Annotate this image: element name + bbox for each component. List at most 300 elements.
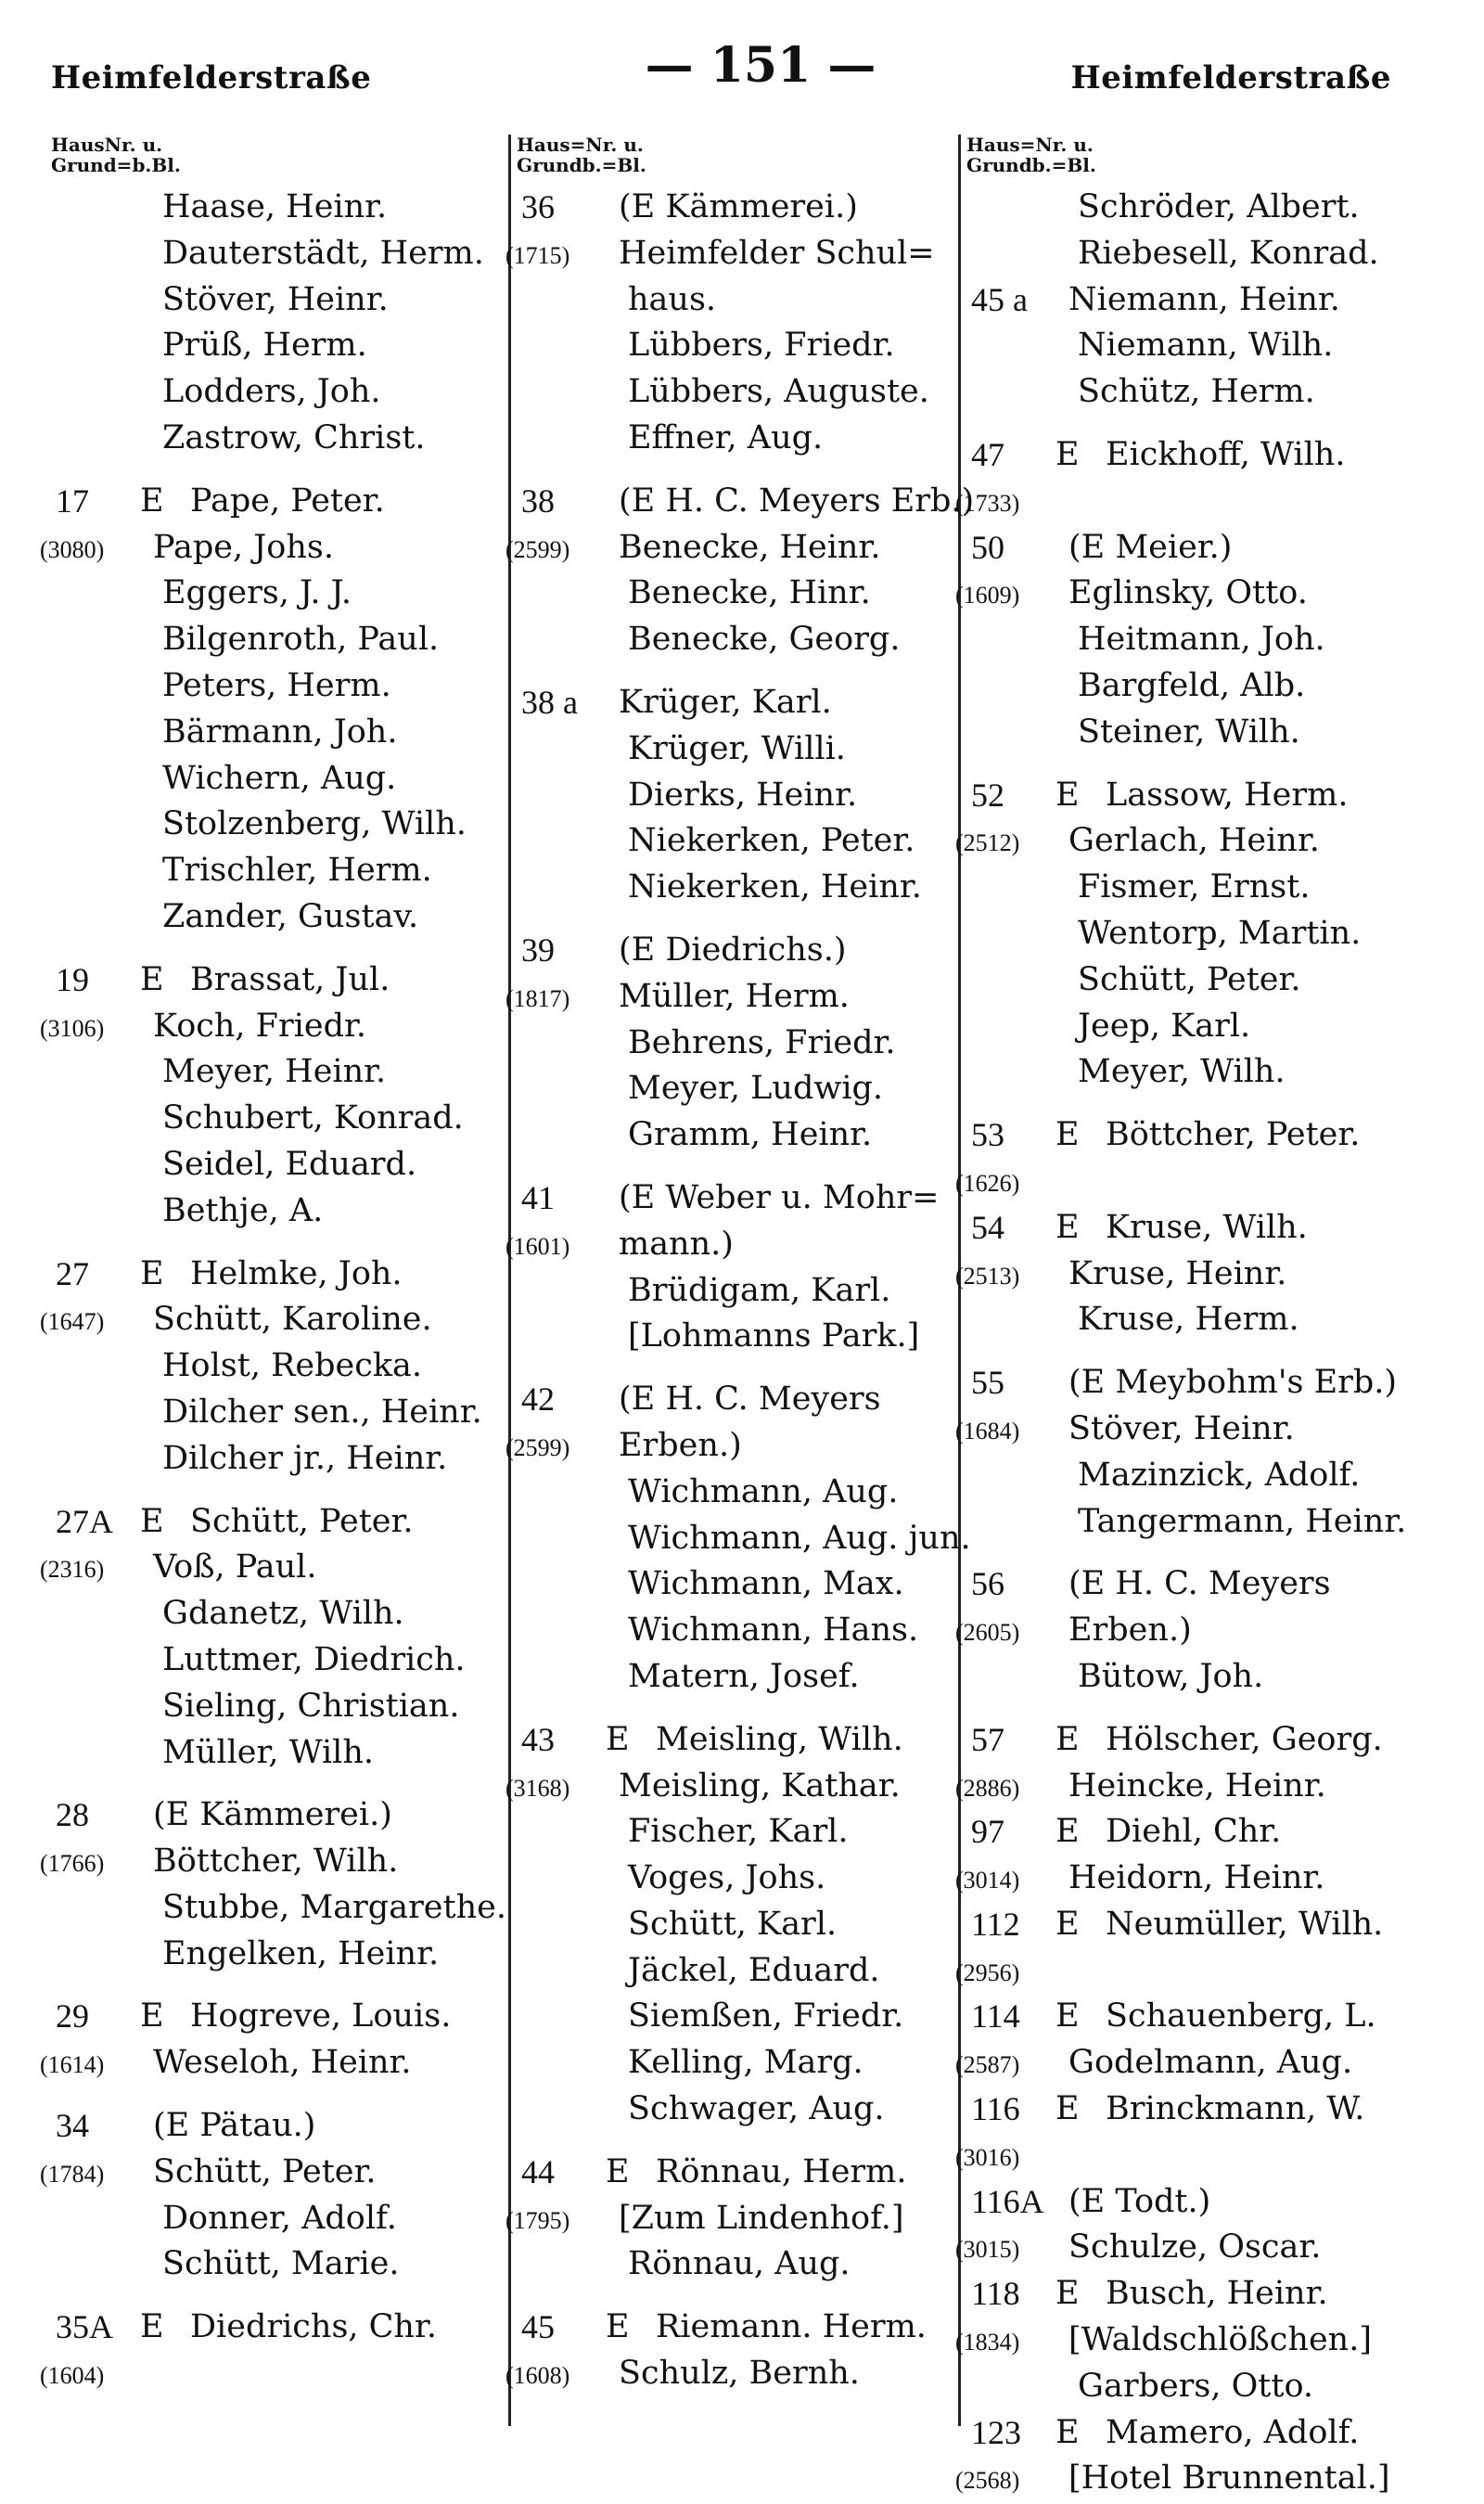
directory-line xyxy=(966,957,1451,1004)
resident-name: Lübbers, Friedr. xyxy=(628,327,895,365)
land-register-number: (3168) xyxy=(505,1774,570,1802)
directory-line xyxy=(966,2410,1451,2457)
directory-line xyxy=(517,1809,971,1856)
directory-line xyxy=(51,416,496,462)
resident-name: (E Kämmerei.) xyxy=(153,1796,392,1834)
resident-name: Schulze, Oscar. xyxy=(1068,2228,1322,2266)
land-register-number: (2568) xyxy=(955,2467,1020,2495)
resident-name: Kruse, Herm. xyxy=(1078,1301,1299,1339)
directory-line xyxy=(517,617,971,663)
directory-line xyxy=(517,680,971,726)
directory-line xyxy=(517,1314,971,1360)
directory-line xyxy=(517,1268,971,1315)
directory-line xyxy=(517,2040,971,2087)
land-register-number: (1834) xyxy=(955,2329,1020,2356)
resident-name: Meyer, Heinr. xyxy=(162,1053,387,1091)
resident-name: (E Weber u. Mohr= xyxy=(619,1178,940,1216)
resident-name: Schütt, Peter. xyxy=(1078,960,1301,998)
column-header-line: Grund=b.Bl. xyxy=(51,154,181,176)
resident-name: Seidel, Eduard. xyxy=(162,1145,417,1183)
directory-line xyxy=(517,1066,971,1112)
house-number: 55 xyxy=(971,1364,1004,1402)
directory-line xyxy=(955,1856,1451,1902)
owner-marker: E xyxy=(606,2152,630,2190)
owner-marker: E xyxy=(140,482,164,520)
owner-marker: E xyxy=(1055,1208,1080,1246)
resident-name: Krüger, Willi. xyxy=(628,729,846,767)
resident-name: Böttcher, Wilh. xyxy=(153,1843,399,1881)
directory-line xyxy=(40,2150,496,2196)
directory-line xyxy=(517,1948,971,1995)
directory-line xyxy=(955,2133,1451,2179)
resident-name: Bargfeld, Alb. xyxy=(1078,666,1306,704)
directory-line xyxy=(51,617,496,663)
owner-marker: E xyxy=(1055,776,1080,814)
resident-name: Jeep, Karl. xyxy=(1078,1007,1251,1045)
house-number: 27A xyxy=(56,1502,113,1540)
directory-line xyxy=(51,894,496,941)
owner-marker: E xyxy=(1055,435,1080,473)
resident-name: Wichmann, Hans. xyxy=(628,1612,919,1650)
resident-name: (E Diedrichs.) xyxy=(619,931,847,969)
resident-name: Müller, Herm. xyxy=(619,977,850,1015)
resident-name: Brinckmann, W. xyxy=(1106,2090,1365,2128)
resident-name: Niemann, Wilh. xyxy=(1078,327,1334,365)
directory-line xyxy=(966,1297,1451,1343)
house-number: 47 xyxy=(971,435,1004,473)
resident-name: (E Meybohm's Erb.) xyxy=(1068,1364,1398,1402)
resident-name: Brüdigam, Karl. xyxy=(628,1271,891,1309)
resident-name: Peters, Herm. xyxy=(162,666,391,704)
directory-line xyxy=(966,432,1451,479)
resident-name: Niekerken, Peter. xyxy=(628,822,915,860)
house-number: 17 xyxy=(56,482,89,520)
resident-name: Pape, Peter. xyxy=(190,482,385,520)
entry-list xyxy=(40,185,506,2397)
running-head-left: Heimfelderstraße xyxy=(51,59,372,96)
resident-name: Niekerken, Heinr. xyxy=(628,868,922,906)
directory-line xyxy=(517,1902,971,1948)
resident-name: Helmke, Joh. xyxy=(190,1254,403,1292)
owner-marker: E xyxy=(606,2308,630,2346)
resident-name: Schulz, Bernh. xyxy=(619,2355,860,2393)
resident-name: Schauenberg, L. xyxy=(1106,1997,1376,2035)
directory-line xyxy=(40,2351,496,2397)
column-1 xyxy=(40,134,506,2426)
directory-line xyxy=(517,571,971,617)
directory-line xyxy=(51,1792,496,1839)
directory-line xyxy=(51,710,496,756)
resident-name: Weseloh, Heinr. xyxy=(153,2044,412,2082)
directory-line xyxy=(51,1730,496,1777)
resident-name: Benecke, Georg. xyxy=(628,621,901,659)
column-header-line: Haus=Nr. u. xyxy=(517,134,644,156)
land-register-number: (3016) xyxy=(955,2143,1020,2171)
resident-name: Schütt, Karl. xyxy=(628,1905,838,1943)
column-3 xyxy=(955,134,1451,2498)
resident-name: Lodders, Joh. xyxy=(162,373,381,411)
land-register-number: (1766) xyxy=(40,1850,105,1878)
directory-line xyxy=(517,1856,971,1902)
resident-name: Matern, Josef. xyxy=(628,1657,860,1695)
directory-line xyxy=(517,1994,971,2040)
resident-name: Gdanetz, Wilh. xyxy=(162,1595,404,1633)
directory-line xyxy=(51,1096,496,1142)
resident-name: Dauterstädt, Herm. xyxy=(162,234,484,272)
resident-name: Garbers, Otto. xyxy=(1078,2367,1314,2405)
resident-name: Stubbe, Margarethe. xyxy=(162,1888,506,1926)
resident-name: Bütow, Joh. xyxy=(1078,1657,1264,1695)
directory-line xyxy=(966,1112,1451,1159)
directory-line xyxy=(966,773,1451,819)
directory-line xyxy=(966,231,1451,277)
directory-line xyxy=(505,1764,971,1810)
resident-name: (E Meier.) xyxy=(1068,528,1233,566)
directory-line xyxy=(51,1591,496,1637)
directory-line xyxy=(966,277,1451,324)
directory-line xyxy=(517,928,971,974)
resident-name: Trischler, Herm. xyxy=(162,852,432,890)
directory-line xyxy=(51,1343,496,1390)
land-register-number: (1608) xyxy=(505,2362,570,2390)
resident-name: Benecke, Heinr. xyxy=(619,528,881,566)
resident-name: Lübbers, Auguste. xyxy=(628,373,929,411)
house-number: 45 xyxy=(521,2308,555,2346)
resident-name: Meisling, Wilh. xyxy=(656,1720,903,1758)
resident-name: Riebesell, Konrad. xyxy=(1078,234,1379,272)
resident-name: Tangermann, Heinr. xyxy=(1078,1502,1407,1540)
directory-line xyxy=(517,1377,971,1423)
resident-name: (E H. C. Meyers xyxy=(1068,1565,1331,1603)
directory-line xyxy=(955,2040,1451,2087)
directory-line xyxy=(955,1406,1451,1453)
house-number: 36 xyxy=(521,188,555,225)
directory-line xyxy=(51,756,496,803)
resident-name: Voß, Paul. xyxy=(153,1548,317,1586)
directory-line xyxy=(517,1021,971,1067)
land-register-number: (3015) xyxy=(955,2236,1020,2264)
resident-name: Rönnau, Aug. xyxy=(628,2245,851,2283)
owner-marker: E xyxy=(1055,2090,1080,2128)
directory-line xyxy=(966,710,1451,756)
directory-line xyxy=(517,369,971,416)
house-number: 123 xyxy=(971,2413,1021,2451)
directory-line xyxy=(955,1159,1451,1205)
resident-name: [Zum Lindenhof.] xyxy=(619,2199,904,2237)
directory-line xyxy=(955,571,1451,617)
owner-marker: E xyxy=(140,1997,164,2035)
owner-marker: E xyxy=(1055,1905,1080,1943)
column-header xyxy=(51,135,496,185)
directory-line xyxy=(51,1252,496,1298)
directory-line xyxy=(966,2087,1451,2133)
land-register-number: (1784) xyxy=(40,2160,105,2188)
resident-name: Prüß, Herm. xyxy=(162,327,367,365)
resident-name: Diehl, Chr. xyxy=(1106,1813,1282,1851)
directory-line xyxy=(51,1049,496,1096)
directory-line xyxy=(505,1423,971,1470)
resident-name: Holst, Rebecka. xyxy=(162,1347,423,1385)
resident-name: (E H. C. Meyers xyxy=(619,1380,881,1419)
house-number: 34 xyxy=(56,2107,89,2145)
house-number: 53 xyxy=(971,1116,1004,1154)
page-number: — 151 — xyxy=(645,37,876,94)
directory-line xyxy=(966,1004,1451,1050)
directory-line xyxy=(517,1654,971,1701)
resident-name: Rönnau, Herm. xyxy=(656,2152,907,2190)
resident-name: Diedrichs, Chr. xyxy=(190,2308,437,2346)
directory-line xyxy=(505,1222,971,1268)
resident-name: Busch, Heinr. xyxy=(1106,2275,1328,2313)
directory-line xyxy=(966,1205,1451,1252)
directory-line xyxy=(51,185,496,231)
house-number: 112 xyxy=(971,1905,1020,1943)
land-register-number: (1626) xyxy=(955,1169,1020,1197)
resident-name: Hölscher, Georg. xyxy=(1106,1720,1383,1758)
directory-line xyxy=(966,2179,1451,2226)
owner-marker: E xyxy=(1055,2413,1080,2451)
resident-name: Zastrow, Christ. xyxy=(162,418,426,456)
land-register-number: (3080) xyxy=(40,535,105,563)
resident-name: Bärmann, Joh. xyxy=(162,713,398,751)
resident-name: Mazinzick, Adolf. xyxy=(1078,1456,1361,1494)
land-register-number: (2956) xyxy=(955,1958,1020,1986)
land-register-number: (2886) xyxy=(955,1774,1020,1802)
resident-name: Kruse, Heinr. xyxy=(1068,1254,1287,1292)
resident-name: Stöver, Heinr. xyxy=(1068,1409,1295,1447)
owner-marker: E xyxy=(140,1254,164,1292)
resident-name: Zander, Gustav. xyxy=(162,897,419,935)
directory-line xyxy=(51,2241,496,2288)
directory-line xyxy=(955,1608,1451,1654)
resident-name: Gramm, Heinr. xyxy=(628,1116,873,1154)
resident-name: mann.) xyxy=(619,1225,734,1263)
directory-line xyxy=(966,1654,1451,1701)
entry-list xyxy=(955,185,1451,2502)
house-number: 57 xyxy=(971,1720,1004,1758)
directory-line xyxy=(40,1839,496,1885)
resident-name: Schütt, Marie. xyxy=(162,2245,400,2283)
resident-name: haus. xyxy=(628,280,717,318)
directory-line xyxy=(966,2271,1451,2318)
directory-line xyxy=(51,848,496,894)
directory-line xyxy=(517,277,971,324)
resident-name: Haase, Heinr. xyxy=(162,188,388,225)
owner-marker: E xyxy=(140,2308,164,2346)
directory-line xyxy=(517,1516,971,1562)
resident-name: Siemßen, Friedr. xyxy=(628,1997,904,2035)
resident-name: Godelmann, Aug. xyxy=(1068,2044,1353,2082)
resident-name: Erben.) xyxy=(619,1426,742,1464)
resident-name: Dierks, Heinr. xyxy=(628,776,858,814)
house-number: 118 xyxy=(971,2275,1020,2313)
column-header xyxy=(517,135,971,185)
resident-name: Lassow, Herm. xyxy=(1106,776,1349,814)
directory-line xyxy=(505,974,971,1021)
resident-name: Krüger, Karl. xyxy=(619,683,832,721)
resident-name: Schütt, Peter. xyxy=(153,2152,377,2190)
resident-name: Stolzenberg, Wilh. xyxy=(162,805,467,843)
running-head-right: Heimfelderstraße xyxy=(1070,59,1391,96)
directory-line xyxy=(966,1360,1451,1406)
resident-name: Gerlach, Heinr. xyxy=(1068,822,1320,860)
resident-name: Heitmann, Joh. xyxy=(1078,621,1325,659)
directory-line xyxy=(51,1436,496,1483)
resident-name: Voges, Johs. xyxy=(628,1859,826,1897)
owner-marker: E xyxy=(140,960,164,998)
owner-marker: E xyxy=(1055,1813,1080,1851)
directory-line xyxy=(517,2087,971,2133)
resident-name: Mamero, Adolf. xyxy=(1106,2413,1360,2451)
directory-line xyxy=(51,2196,496,2242)
house-number: 116A xyxy=(971,2182,1044,2220)
directory-line xyxy=(40,1004,496,1050)
resident-name: Schwager, Aug. xyxy=(628,2090,885,2128)
resident-name: [Hotel Brunnental.] xyxy=(1068,2459,1390,2498)
land-register-number: (1601) xyxy=(505,1232,570,1260)
resident-name: Dilcher sen., Heinr. xyxy=(162,1393,482,1431)
resident-name: Wentorp, Martin. xyxy=(1078,914,1362,952)
resident-name: Fischer, Karl. xyxy=(628,1813,849,1851)
directory-line xyxy=(966,663,1451,710)
resident-name: Schubert, Konrad. xyxy=(162,1099,464,1137)
land-register-number: (2316) xyxy=(40,1556,105,1584)
resident-name: Niemann, Heinr. xyxy=(1068,280,1340,318)
directory-line xyxy=(966,185,1451,231)
column-header-line: HausNr. u. xyxy=(51,134,163,156)
resident-name: (E Todt.) xyxy=(1068,2182,1211,2220)
directory-line xyxy=(51,1499,496,1546)
resident-name: Engelken, Heinr. xyxy=(162,1934,440,1972)
land-register-number: (1614) xyxy=(40,2051,105,2079)
running-head xyxy=(0,37,1484,102)
directory-line xyxy=(505,2196,971,2242)
directory-line xyxy=(40,525,496,571)
directory-line xyxy=(51,1684,496,1730)
directory-line xyxy=(517,323,971,369)
house-number: 97 xyxy=(971,1813,1004,1851)
house-number: 45 a xyxy=(971,280,1028,318)
directory-line xyxy=(966,1902,1451,1948)
land-register-number: (1604) xyxy=(40,2362,105,2390)
directory-line xyxy=(517,1112,971,1159)
resident-name: Kelling, Marg. xyxy=(628,2044,864,2082)
resident-name: Stöver, Heinr. xyxy=(162,280,389,318)
directory-line xyxy=(51,663,496,710)
directory-line xyxy=(51,479,496,525)
land-register-number: (3106) xyxy=(40,1014,105,1042)
column-header-line: Grundb.=Bl. xyxy=(966,154,1096,176)
resident-name: Eickhoff, Wilh. xyxy=(1106,435,1346,473)
resident-name: Heimfelder Schul= xyxy=(619,234,935,272)
directory-line xyxy=(966,865,1451,911)
directory-line xyxy=(517,1717,971,1764)
directory-line xyxy=(505,525,971,571)
resident-name: Meyer, Wilh. xyxy=(1078,1053,1286,1091)
directory-line xyxy=(517,1470,971,1516)
resident-name: Eggers, J. J. xyxy=(162,574,352,612)
house-number: 44 xyxy=(521,2152,555,2190)
house-number: 52 xyxy=(971,776,1004,814)
owner-marker: E xyxy=(140,1502,164,1540)
directory-line xyxy=(955,1764,1451,1810)
resident-name: Heidorn, Heinr. xyxy=(1068,1859,1325,1897)
resident-name: Schütz, Herm. xyxy=(1078,373,1315,411)
directory-line xyxy=(955,2225,1451,2271)
directory-line xyxy=(966,1049,1451,1096)
directory-line xyxy=(955,1252,1451,1298)
resident-name: (E Kämmerei.) xyxy=(619,188,858,225)
house-number: 116 xyxy=(971,2090,1020,2128)
directory-line xyxy=(955,1948,1451,1995)
directory-line xyxy=(517,185,971,231)
directory-line xyxy=(966,1809,1451,1856)
directory-line xyxy=(966,323,1451,369)
land-register-number: (1733) xyxy=(955,489,1020,517)
directory-line xyxy=(51,277,496,324)
house-number: 35A xyxy=(56,2308,113,2346)
directory-line xyxy=(966,911,1451,957)
directory-line xyxy=(51,231,496,277)
directory-line xyxy=(517,1175,971,1222)
house-number: 38 a xyxy=(521,683,578,721)
resident-name: Schütt, Karoline. xyxy=(153,1301,432,1339)
house-number: 29 xyxy=(56,1997,89,2035)
directory-line xyxy=(517,416,971,462)
owner-marker: E xyxy=(1055,2275,1080,2313)
house-number: 19 xyxy=(56,960,89,998)
resident-name: Brassat, Jul. xyxy=(190,960,390,998)
house-number: 28 xyxy=(56,1796,89,1834)
directory-line xyxy=(40,1297,496,1343)
column-2 xyxy=(505,134,975,2426)
resident-name: Hogreve, Louis. xyxy=(190,1997,452,2035)
directory-line xyxy=(51,1932,496,1978)
directory-line xyxy=(40,2040,496,2087)
resident-name: Erben.) xyxy=(1068,1612,1192,1650)
directory-line xyxy=(517,773,971,819)
land-register-number: (1647) xyxy=(40,1308,105,1336)
house-number: 56 xyxy=(971,1565,1004,1603)
house-number: 114 xyxy=(971,1997,1020,2035)
owner-marker: E xyxy=(606,1720,630,1758)
directory-line xyxy=(51,1390,496,1436)
resident-name: Sieling, Christian. xyxy=(162,1687,460,1725)
directory-line xyxy=(51,1142,496,1188)
owner-marker: E xyxy=(1055,1997,1080,2035)
house-number: 39 xyxy=(521,931,555,969)
directory-line xyxy=(966,525,1451,571)
directory-line xyxy=(51,1994,496,2040)
land-register-number: (2599) xyxy=(505,1433,570,1461)
directory-line xyxy=(955,479,1451,525)
directory-line xyxy=(517,818,971,865)
resident-name: Riemann. Herm. xyxy=(656,2308,927,2346)
resident-name: Wichmann, Aug. xyxy=(628,1472,899,1510)
directory-line xyxy=(955,2318,1451,2364)
resident-name: Neumüller, Wilh. xyxy=(1106,1905,1384,1943)
resident-name: Bethje, A. xyxy=(162,1191,324,1229)
directory-line xyxy=(51,323,496,369)
directory-line xyxy=(51,369,496,416)
resident-name: Wichern, Aug. xyxy=(162,759,397,797)
resident-name: Wichmann, Max. xyxy=(628,1565,904,1603)
directory-line xyxy=(517,1561,971,1608)
resident-name: Meisling, Kathar. xyxy=(619,1766,901,1804)
resident-name: Behrens, Friedr. xyxy=(628,1023,896,1061)
directory-line xyxy=(40,1545,496,1591)
directory-line xyxy=(51,1885,506,1932)
